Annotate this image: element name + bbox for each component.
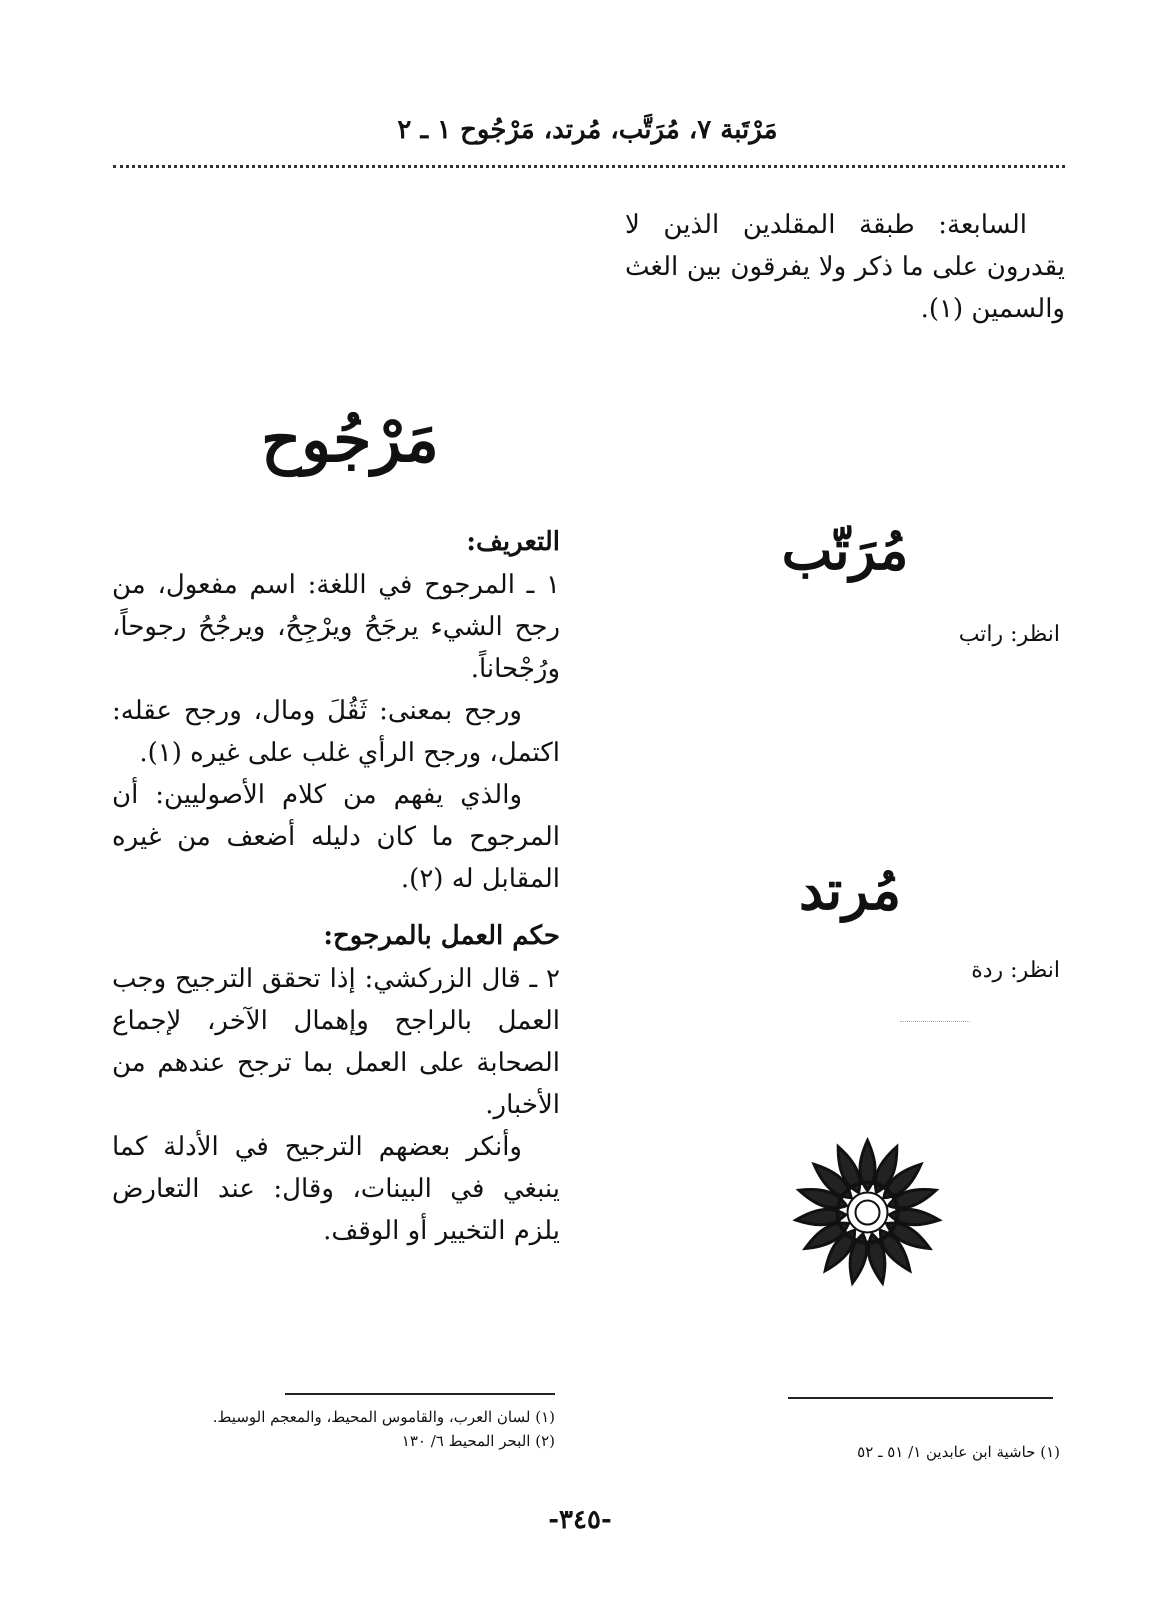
- page-header-title: مَرْتَبة ٧، مُرَتَّب، مُرتد، مَرْجُوح ١ ـ ٢: [397, 115, 778, 145]
- header-dotted-rule: [113, 165, 1065, 168]
- intro-paragraph: السابعة: طبقة المقلدين الذين لا يقدرون على ما ذكر ولا يفرقون بين الغث والسمين (١).: [625, 210, 1065, 324]
- star-rosette-ornament-icon: [790, 1135, 945, 1290]
- definition-paragraph-2: ورجح بمعنى: ثَقُلَ ومال، ورجح عقله: اكتمل، ورجح الرأي غلب على غيره (١).: [112, 696, 560, 768]
- footnote-rule-left: [285, 1393, 555, 1395]
- see-reference-murtad: انظر: ردة: [971, 958, 1060, 983]
- right-intro: [625, 204, 1065, 330]
- dotted-separator: [900, 1021, 970, 1022]
- footnote-rule-right: [788, 1397, 1053, 1399]
- footnotes-left: [150, 1405, 555, 1453]
- definition-heading: التعريف:: [466, 527, 560, 557]
- footnote-left-1: (١) لسان العرب، والقاموس المحيط، والمعجم الوسيط.: [212, 1408, 555, 1426]
- entry-title-marjuh: مَرْجُوح: [261, 403, 439, 476]
- ruling-paragraph-1: ٢ ـ قال الزركشي: إذا تحقق الترجيح وجب العمل بالراجح وإهمال الآخر، لإجماع الصحابة على العمل بما ترجح عندهم من الأخبار.: [112, 964, 560, 1120]
- footnotes-right: [760, 1440, 1060, 1464]
- see-reference-murattab: انظر: راتب: [958, 622, 1060, 647]
- ruling-paragraph-2: وأنكر بعضهم الترجيح في الأدلة كما ينبغي في البينات، وقال: عند التعارض يلزم التخيير أو الوقف.: [112, 1132, 560, 1246]
- marjuh-body: [112, 520, 560, 1252]
- definition-paragraph-3: والذي يفهم من كلام الأصوليين: أن المرجوح ما كان دليله أضعف من غيره المقابل له (٢).: [112, 780, 560, 894]
- definition-paragraph-1: ١ ـ المرجوح في اللغة: اسم مفعول، من رجح الشيء يرجَحُ ويرْجِحُ، ويرجُحُ رجوحاً، ورُجْحاناً.: [112, 570, 560, 684]
- page-number: -٣٤٥-: [548, 1505, 612, 1535]
- footnote-left-2: (٢) البحر المحيط ٦/ ١٣٠: [401, 1432, 555, 1450]
- footnote-right-1: (١) حاشية ابن عابدين ١/ ٥١ ـ ٥٢: [857, 1443, 1060, 1461]
- ruling-heading: حكم العمل بالمرجوح:: [323, 921, 560, 951]
- entry-title-murattab: مُرَتّب: [781, 518, 909, 582]
- entry-title-murtad: مُرتد: [798, 858, 902, 922]
